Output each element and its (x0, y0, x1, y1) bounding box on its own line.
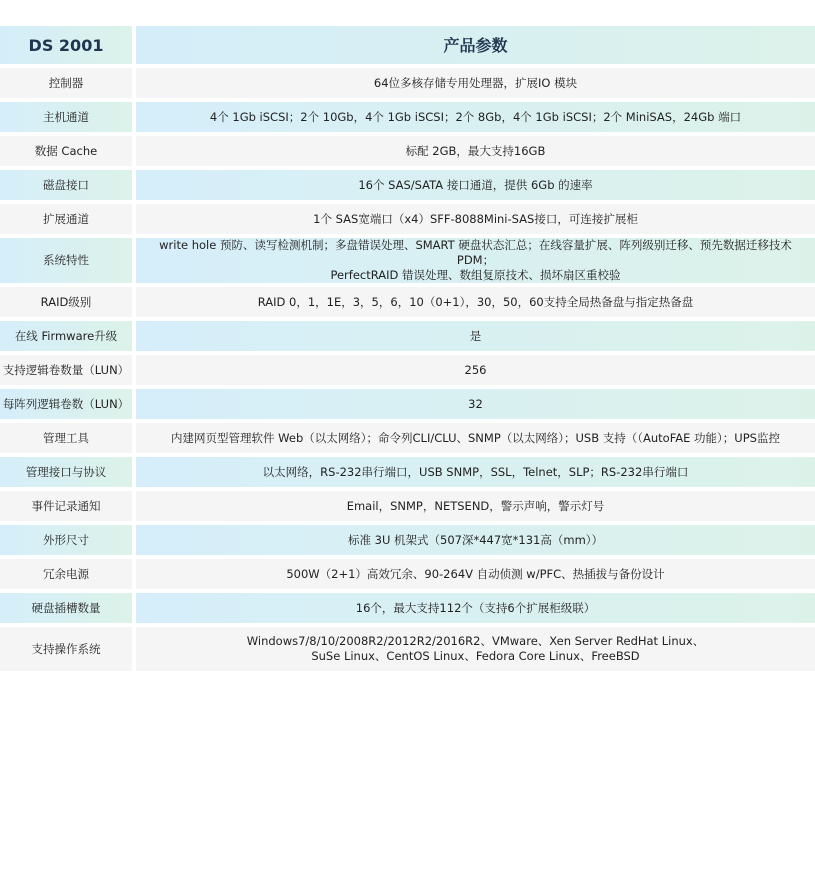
table-row (0, 238, 815, 283)
row-value (136, 238, 815, 283)
row-label: 外形尺寸 (0, 525, 132, 555)
row-label: RAID级别 (0, 287, 132, 317)
row-value: 标准 3U 机架式（507深*447宽*131高（mm）） (136, 525, 815, 555)
table-row (0, 136, 815, 166)
spec-table (0, 22, 815, 675)
row-value: 16个，最大支持112个（支持6个扩展柜级联） (136, 593, 815, 623)
row-value: 标配 2GB，最大支持16GB (136, 136, 815, 166)
header-row (0, 26, 815, 64)
row-value-line-1: write hole 预防、读写检测机制；多盘错误处理、SMART 硬盘状态汇总；在线容量扩展、阵列级别迁移、预先数据迁移技术 PDM； (159, 238, 792, 267)
table-row (0, 627, 815, 671)
row-label: 主机通道 (0, 102, 132, 132)
row-value (136, 627, 815, 671)
table-row (0, 389, 815, 419)
row-label: 支持操作系统 (0, 627, 132, 671)
row-value: 是 (136, 321, 815, 351)
row-label: 数据 Cache (0, 136, 132, 166)
table-row (0, 102, 815, 132)
row-value-line-1: Windows7/8/10/2008R2/2012R2/2016R2、VMware、Xen Server RedHat Linux、 (246, 634, 705, 648)
row-value: 4个 1Gb iSCSI；2个 10Gb，4个 1Gb iSCSI；2个 8Gb，4个 1Gb iSCSI；2个 MiniSAS，24Gb 端口 (136, 102, 815, 132)
row-value-line-2: PerfectRAID 错误处理、数组复原技术、损坏扇区重校验 (330, 268, 621, 282)
row-value: 内建网页型管理软件 Web（以太网络）；命令列CLI/CLU、SNMP（以太网络）；USB 支持（（AutoFAE 功能）；UPS监控 (136, 423, 815, 453)
row-value: RAID 0，1，1E，3，5，6，10（0+1），30，50，60支持全局热备盘与指定热备盘 (136, 287, 815, 317)
row-label: 事件记录通知 (0, 491, 132, 521)
row-label: 冗余电源 (0, 559, 132, 589)
table-row (0, 321, 815, 351)
table-row (0, 68, 815, 98)
row-value: 32 (136, 389, 815, 419)
table-row (0, 525, 815, 555)
row-value: 500W（2+1）高效冗余、90-264V 自动侦测 w/PFC、热插拔与备份设计 (136, 559, 815, 589)
row-label: 管理工具 (0, 423, 132, 453)
table-row (0, 204, 815, 234)
model-heading: DS 2001 (0, 26, 132, 64)
row-label: 系统特性 (0, 238, 132, 283)
row-value: Email，SNMP，NETSEND，警示声响，警示灯号 (136, 491, 815, 521)
row-label: 控制器 (0, 68, 132, 98)
table-row (0, 457, 815, 487)
row-value: 16个 SAS/SATA 接口通道，提供 6Gb 的速率 (136, 170, 815, 200)
row-label: 磁盘接口 (0, 170, 132, 200)
table-row (0, 355, 815, 385)
row-label: 扩展通道 (0, 204, 132, 234)
row-label: 硬盘插槽数量 (0, 593, 132, 623)
row-label: 管理接口与协议 (0, 457, 132, 487)
row-value: 1个 SAS宽端口（x4）SFF-8088Mini-SAS接口，可连接扩展柜 (136, 204, 815, 234)
table-row (0, 593, 815, 623)
table-row (0, 287, 815, 317)
table-row (0, 491, 815, 521)
table-row (0, 170, 815, 200)
row-value: 以太网络，RS-232串行端口，USB SNMP，SSL，Telnet，SLP；RS-232串行端口 (136, 457, 815, 487)
row-label: 支持逻辑卷数量（LUN） (0, 355, 132, 385)
row-label: 在线 Firmware升级 (0, 321, 132, 351)
row-value: 64位多核存储专用处理器，扩展IO 模块 (136, 68, 815, 98)
row-value: 256 (136, 355, 815, 385)
table-row (0, 423, 815, 453)
table-row (0, 559, 815, 589)
row-value-line-2: SuSe Linux、CentOS Linux、Fedora Core Linux、FreeBSD (311, 649, 640, 663)
table-title: 产品参数 (136, 26, 815, 64)
row-label: 每阵列逻辑卷数（LUN） (0, 389, 132, 419)
